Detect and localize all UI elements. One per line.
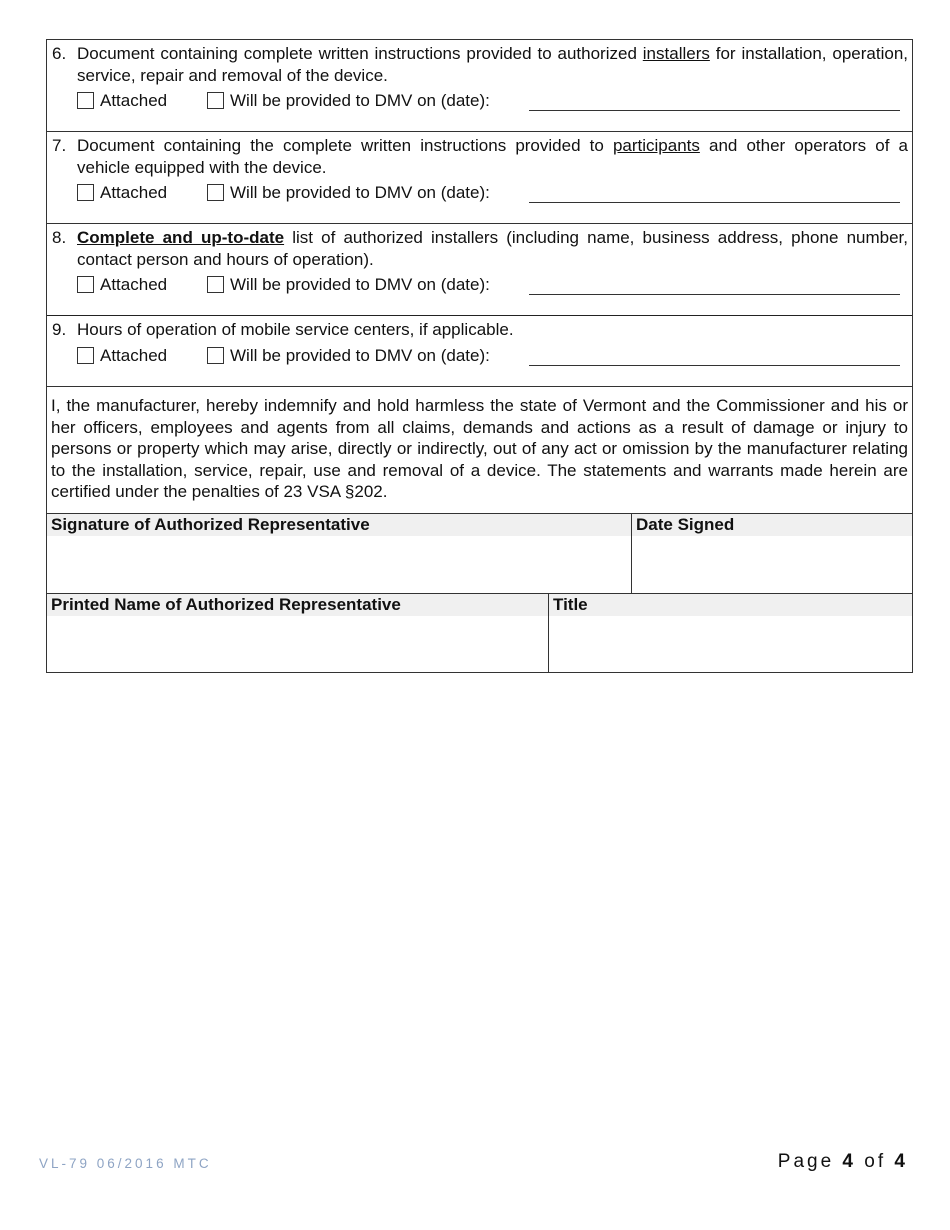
date-signed-label: Date Signed	[632, 514, 912, 536]
item-description: Complete and up-to-date list of authorized installers (including name, business address, phone number, contact person and hours of operation).	[77, 228, 908, 269]
item-6	[47, 40, 912, 132]
provide-later-checkbox[interactable]	[207, 184, 224, 201]
date-input-line[interactable]	[529, 110, 900, 111]
attached-label: Attached	[100, 275, 168, 294]
date-input-line[interactable]	[529, 365, 900, 366]
attached-checkbox[interactable]	[77, 184, 94, 201]
provide-later-option[interactable]	[207, 90, 490, 112]
attached-checkbox[interactable]	[77, 276, 94, 293]
item-7	[47, 132, 912, 224]
item-options	[77, 341, 908, 369]
title-field[interactable]	[548, 594, 912, 672]
printed-name-row	[47, 594, 912, 672]
provide-later-option[interactable]	[207, 345, 490, 367]
page-number: Page 4 of 4	[777, 1151, 908, 1172]
underlined-term: participants	[612, 136, 700, 155]
attached-checkbox[interactable]	[77, 92, 94, 109]
signature-row	[47, 514, 912, 594]
item-options	[77, 178, 908, 206]
provide-later-option[interactable]	[207, 182, 490, 204]
item-number: 9.	[52, 320, 67, 339]
provide-later-checkbox[interactable]	[207, 347, 224, 364]
printed-name-field[interactable]	[47, 594, 548, 672]
provide-later-checkbox[interactable]	[207, 92, 224, 109]
item-options	[77, 270, 908, 298]
form-code: VL-79 06/2016 MTC	[39, 1156, 212, 1171]
attached-option[interactable]	[77, 274, 167, 296]
indemnification-statement: I, the manufacturer, hereby indemnify and hold harmless the state of Vermont and the Commissioner and his or her officers, employees and agents from all claims, demands and actions as a result of damage or injury to persons or property which may arise, directly or indirectly, out of any act or omission by the manufacturer relating to the installation, service, repair, use and removal of a device. The statements and warrants made herein are certified under the penalties of 23 VSA §202.	[47, 387, 912, 514]
item-options	[77, 86, 908, 114]
underlined-term: Complete and up-to-date	[77, 228, 285, 247]
attached-label: Attached	[100, 345, 168, 365]
item-description: Document containing the complete written instructions provided to participants and other operators of a vehicle equipped with the device.	[77, 136, 908, 177]
provide-later-label: Will be provided to DMV on (date):	[230, 91, 490, 110]
signature-label: Signature of Authorized Representative	[47, 514, 631, 536]
item-number: 6.	[52, 44, 67, 63]
attached-option[interactable]	[77, 90, 167, 112]
dmv-form-section	[46, 39, 913, 673]
item-8	[47, 224, 912, 316]
provide-later-checkbox[interactable]	[207, 276, 224, 293]
item-description: Document containing complete written instructions provided to authorized installers for installation, operation, service, repair and removal of the device.	[77, 44, 908, 85]
item-number: 8.	[52, 228, 67, 247]
date-input-line[interactable]	[529, 202, 900, 203]
title-label: Title	[549, 594, 912, 616]
attached-checkbox[interactable]	[77, 347, 94, 364]
provide-later-option[interactable]	[207, 274, 490, 296]
date-signed-field[interactable]	[631, 514, 912, 593]
attached-option[interactable]	[77, 345, 167, 367]
attached-label: Attached	[100, 183, 168, 202]
printed-name-label: Printed Name of Authorized Representative	[47, 594, 548, 616]
item-description: Hours of operation of mobile service centers, if applicable.	[77, 320, 514, 339]
signature-field[interactable]	[47, 514, 631, 593]
provide-later-label: Will be provided to DMV on (date):	[230, 183, 490, 202]
attached-option[interactable]	[77, 182, 167, 204]
item-number: 7.	[52, 136, 67, 155]
attached-label: Attached	[100, 91, 168, 110]
provide-later-label: Will be provided to DMV on (date):	[230, 345, 490, 365]
date-input-line[interactable]	[529, 294, 900, 295]
provide-later-label: Will be provided to DMV on (date):	[230, 275, 490, 294]
item-9	[47, 316, 912, 387]
underlined-term: installers	[642, 44, 710, 63]
